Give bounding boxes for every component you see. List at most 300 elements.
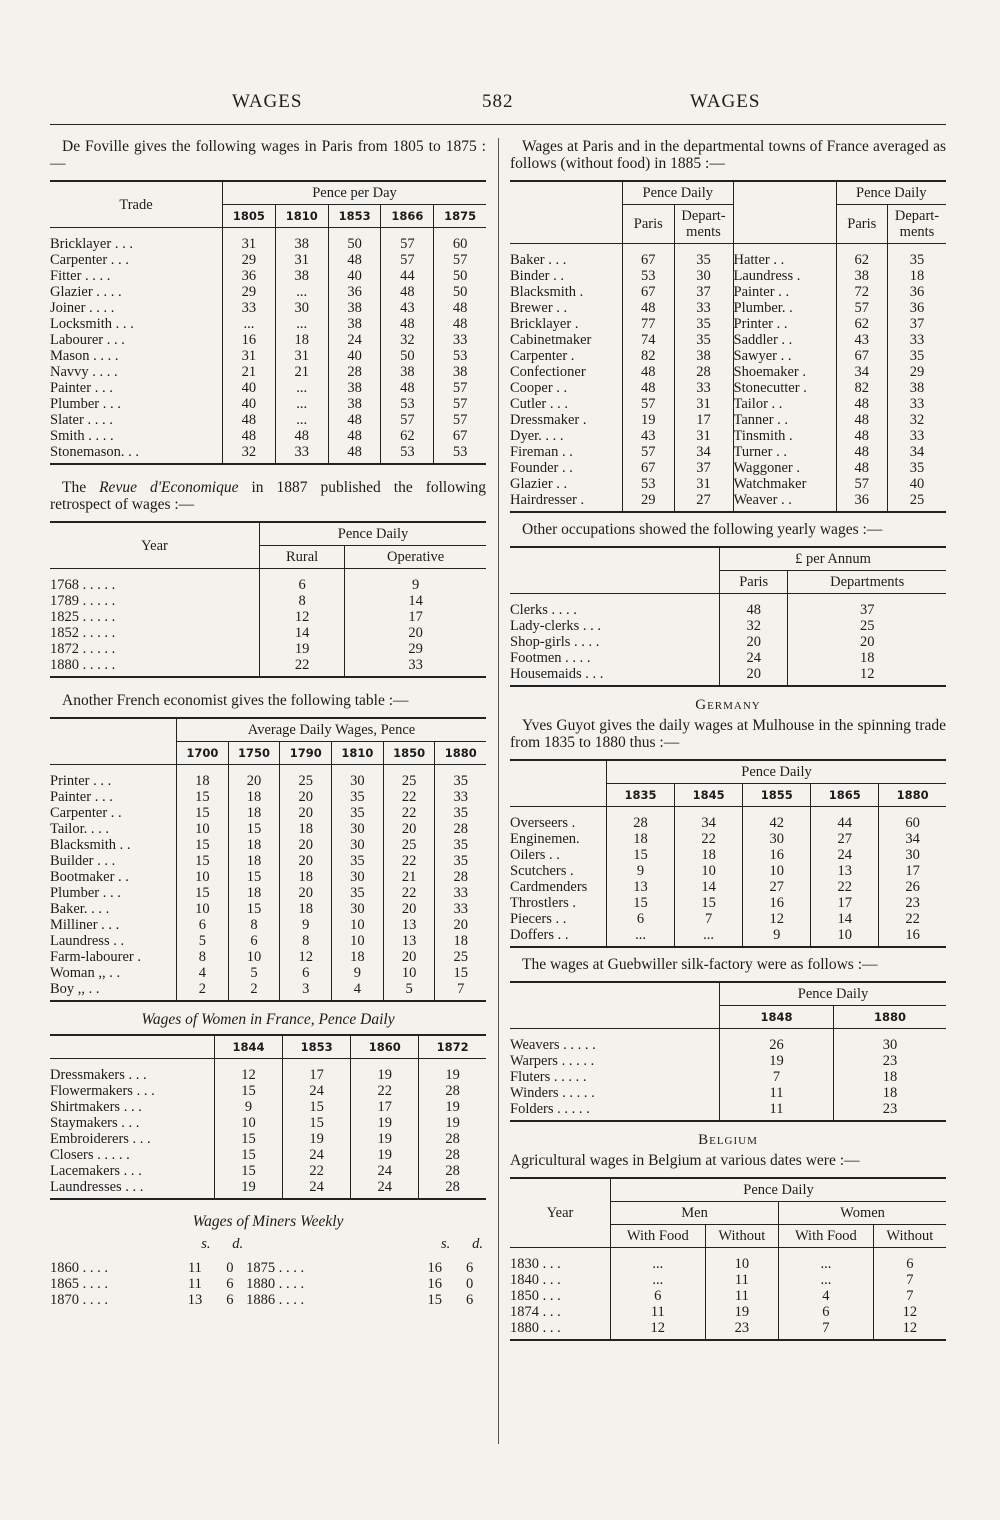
wage-value: 9 [280, 917, 332, 933]
wage-value: 44 [811, 807, 879, 832]
year-header: 1880 [879, 784, 946, 807]
departments-value: 37 [788, 594, 946, 619]
departments-value: 29 [888, 364, 947, 380]
wage-value: 20 [383, 949, 435, 965]
women-header: Women [779, 1202, 946, 1225]
trade-name: Founder . . [510, 460, 573, 476]
table-row [50, 821, 486, 837]
table-row [50, 917, 486, 933]
revue-intro-after: in 1887 published the following retrospect of wages :— [50, 479, 486, 513]
foville-table [50, 180, 486, 465]
paris-value: 67 [836, 348, 888, 364]
wage-value: 60 [434, 228, 486, 253]
wage-value: 9 [607, 863, 675, 879]
wage-value: 7 [675, 911, 743, 927]
blank-header [50, 718, 177, 765]
wage-value: 22 [383, 885, 435, 901]
trade-name: Shoemaker . [733, 364, 836, 380]
wage-value: 34 [879, 831, 946, 847]
wage-value: 19 [419, 1115, 486, 1131]
year-cell: 1789 . . . . . [50, 593, 116, 609]
trade-name: Smith . . . . [50, 428, 114, 444]
departments-value: 35 [888, 348, 947, 364]
wage-value: 17 [879, 863, 946, 879]
wage-value: 35 [435, 853, 486, 869]
departments-value: 34 [888, 444, 947, 460]
trade-name: Saddler . . [733, 332, 836, 348]
year-cell: 1875 . . . . [246, 1260, 305, 1276]
belgium-intro: Agricultural wages in Belgium at various dates were :— [510, 1152, 860, 1169]
departments-value: 35 [888, 244, 947, 269]
wage-value: 6 [228, 933, 280, 949]
wage-value: 11 [720, 1101, 834, 1121]
belgium-heading: Belgium [698, 1132, 758, 1148]
paris-value: 67 [623, 244, 675, 269]
departments-value: 12 [788, 666, 946, 686]
table-row [50, 901, 486, 917]
trade-name: Hairdresser . [510, 492, 585, 508]
wage-value: 48 [328, 428, 381, 444]
table-row [510, 1101, 946, 1121]
wage-value: 20 [280, 789, 332, 805]
guebwiller-intro: The wages at Guebwiller silk-factory were as follows :— [522, 956, 878, 973]
table-row [510, 492, 946, 512]
men-without-food-value: 19 [705, 1304, 779, 1320]
year-cell: 1872 . . . . . [50, 641, 116, 657]
pence-value: 6 [226, 1292, 234, 1308]
wage-value: ... [275, 316, 328, 332]
year-cell: 1850 . . . [510, 1288, 561, 1304]
trade-name: Cutler . . . [510, 396, 568, 412]
wage-value: 18 [228, 853, 280, 869]
year-cell: 1830 . . . [510, 1256, 561, 1272]
pence-value: 6 [466, 1292, 474, 1308]
paris-value: 62 [836, 244, 888, 269]
trade-name: Watchmaker [733, 476, 836, 492]
wage-value: 57 [434, 396, 486, 412]
wage-value: 6 [177, 917, 229, 933]
wage-value: 18 [228, 885, 280, 901]
wage-value: 15 [228, 869, 280, 885]
wage-value: 38 [275, 228, 328, 253]
pence-daily-header: Pence Daily [260, 522, 487, 546]
wage-value: 35 [435, 805, 486, 821]
occupation-name: Housemaids . . . [510, 666, 604, 682]
paris-value: 36 [836, 492, 888, 512]
miners-caption: Wages of Miners Weekly [192, 1213, 344, 1230]
year-header: 1844 [215, 1035, 283, 1059]
table-row [510, 895, 946, 911]
table-row [510, 380, 946, 396]
women-without-food-value: 7 [873, 1272, 946, 1288]
rural-value: 6 [260, 569, 345, 594]
year-col-header: Year [510, 1178, 611, 1248]
paris-value: 48 [623, 300, 675, 316]
departments-value: 18 [888, 268, 947, 284]
wage-value: 38 [434, 364, 486, 380]
table-row [50, 949, 486, 965]
wage-value: 13 [383, 933, 435, 949]
wage-value: 19 [419, 1099, 486, 1115]
men-with-food-value: ... [611, 1272, 706, 1288]
paris-value: 48 [836, 444, 888, 460]
wage-value: 17 [351, 1099, 419, 1115]
year-cell: 1880 . . . . . [50, 657, 116, 673]
pence-value: 6 [226, 1276, 234, 1292]
wage-value: ... [607, 927, 675, 947]
economist-table [50, 717, 486, 1002]
wage-value: 4 [332, 981, 384, 1001]
shillings-unit: s. [440, 1236, 451, 1252]
wage-value: 18 [280, 821, 332, 837]
departments-value: 35 [674, 244, 733, 269]
wage-value: 18 [228, 789, 280, 805]
wage-value: 27 [743, 879, 811, 895]
year-cell: 1852 . . . . . [50, 625, 116, 641]
occupation-name: Winders . . . . . [510, 1085, 595, 1101]
departments-value: 40 [888, 476, 947, 492]
yearly-table [510, 546, 946, 687]
occupation-name: Dressmakers . . . [50, 1067, 147, 1083]
wage-value: 10 [177, 901, 229, 917]
wage-value: 22 [383, 853, 435, 869]
wage-value: 48 [223, 428, 276, 444]
wage-value: 18 [834, 1069, 947, 1085]
wage-value: 10 [383, 965, 435, 981]
wage-value: 32 [223, 444, 276, 464]
wage-value: 10 [215, 1115, 283, 1131]
table-row [510, 1069, 946, 1085]
blank-cell [246, 1236, 416, 1252]
year-header: 1880 [435, 742, 486, 765]
departments-value: 20 [788, 634, 946, 650]
wage-value: 22 [383, 805, 435, 821]
wage-value: 38 [275, 268, 328, 284]
wage-value: 48 [434, 300, 486, 316]
occupation-name: Piecers . . [510, 911, 567, 927]
wage-value: 10 [811, 927, 879, 947]
table-row [510, 300, 946, 316]
occupation-name: Throstlers . [510, 895, 577, 911]
table-row [510, 396, 946, 412]
revue-title: Revue d'Economique [99, 479, 239, 496]
trade-name: Boy ,, . . [50, 981, 100, 997]
wage-value: 28 [435, 821, 486, 837]
departments-value: 35 [674, 316, 733, 332]
table-row [510, 268, 946, 284]
table-row [510, 879, 946, 895]
table-row [50, 396, 486, 412]
departments-header: Departments [788, 571, 946, 594]
year-header: 1850 [383, 742, 435, 765]
paris-value: 57 [836, 300, 888, 316]
wage-value: 5 [228, 965, 280, 981]
wage-value: 16 [879, 927, 946, 947]
blank-header [510, 547, 720, 594]
table-row [510, 348, 946, 364]
table-row [510, 284, 946, 300]
trade-name: Turner . . [733, 444, 836, 460]
wage-value: 30 [332, 821, 384, 837]
wage-value: ... [275, 380, 328, 396]
year-header: 1835 [607, 784, 675, 807]
departments-value: 27 [674, 492, 733, 512]
table-row [510, 911, 946, 927]
wage-value: 31 [275, 348, 328, 364]
wage-value: 32 [381, 332, 434, 348]
women-with-food-value: ... [779, 1272, 874, 1288]
departments-value: 31 [674, 428, 733, 444]
rural-value: 19 [260, 641, 345, 657]
wage-value: 15 [228, 901, 280, 917]
wage-value: 30 [332, 869, 384, 885]
table-row [510, 1053, 946, 1069]
wage-value: 38 [328, 300, 381, 316]
wage-value: 19 [215, 1179, 283, 1199]
trade-name: Weaver . . [733, 492, 836, 512]
wage-value: 33 [435, 789, 486, 805]
wage-value: 22 [283, 1163, 351, 1179]
departments-value: 38 [888, 380, 947, 396]
wage-value: 33 [435, 901, 486, 917]
wage-value: 42 [743, 807, 811, 832]
operative-value: 17 [345, 609, 486, 625]
trade-name: Locksmith . . . [50, 316, 134, 332]
paris-value: 19 [623, 412, 675, 428]
departments-value: 36 [888, 300, 947, 316]
wage-value: 28 [607, 807, 675, 832]
rural-value: 8 [260, 593, 345, 609]
departments-header: Depart-ments [674, 205, 733, 244]
wage-value: 24 [283, 1179, 351, 1199]
occupation-name: Overseers . [510, 815, 576, 831]
trade-name: Bootmaker . . [50, 869, 129, 885]
wage-value: 2 [177, 981, 229, 1001]
wage-value: 57 [434, 412, 486, 428]
left-column [50, 138, 486, 1311]
yearly-intro: Other occupations showed the following yearly wages :— [522, 521, 883, 538]
wage-value: 15 [435, 965, 486, 981]
wage-value: 48 [381, 316, 434, 332]
wage-value: 22 [811, 879, 879, 895]
trade-name: Milliner . . . [50, 917, 120, 933]
year-header: 1860 [351, 1035, 419, 1059]
wage-value: 30 [834, 1029, 947, 1054]
wage-value: 12 [743, 911, 811, 927]
paris-value: 67 [623, 284, 675, 300]
year-cell: 1874 . . . [510, 1304, 561, 1320]
table-row [50, 789, 486, 805]
pence-daily-header: Pence Daily [607, 760, 947, 784]
pence-per-day-header: Pence per Day [223, 181, 487, 205]
table-row [50, 300, 486, 316]
wage-value: 4 [177, 965, 229, 981]
wage-value: 31 [275, 252, 328, 268]
table-row [50, 364, 486, 380]
trade-name: Bricklayer . [510, 316, 579, 332]
trade-name: Woman ,, . . [50, 965, 121, 981]
wage-value: 48 [381, 380, 434, 396]
occupation-name: Warpers . . . . . [510, 1053, 595, 1069]
wage-value: 50 [434, 284, 486, 300]
women-with-food-value: 7 [779, 1320, 874, 1340]
wage-value: 10 [332, 933, 384, 949]
blank-header [510, 982, 720, 1029]
trade-name: Navvy . . . . [50, 364, 118, 380]
paris-value: 29 [623, 492, 675, 512]
wage-value: 35 [332, 805, 384, 821]
wage-value: 18 [228, 805, 280, 821]
occupation-name: Doffers . . [510, 927, 569, 943]
table-row [50, 228, 486, 253]
wage-value: 19 [351, 1131, 419, 1147]
wage-value: 5 [383, 981, 435, 1001]
wage-value: 44 [381, 268, 434, 284]
trade-name: Laundress . [733, 268, 836, 284]
year-cell: 1860 . . . . [50, 1260, 108, 1276]
table-row [50, 869, 486, 885]
wage-value: 35 [332, 885, 384, 901]
departments-value: 17 [674, 412, 733, 428]
paris-value: 67 [623, 460, 675, 476]
wage-value: 19 [283, 1131, 351, 1147]
pence-daily-header: Pence Daily [623, 181, 734, 205]
wage-value: 67 [434, 428, 486, 444]
wage-value: 23 [879, 895, 946, 911]
table-row [50, 933, 486, 949]
table-row [510, 1248, 946, 1273]
wage-value: 57 [434, 252, 486, 268]
wage-value: 20 [280, 885, 332, 901]
wage-value: 11 [720, 1085, 834, 1101]
trade-name: Farm-labourer . [50, 949, 141, 965]
operative-header: Operative [345, 546, 486, 569]
wage-value: 38 [328, 380, 381, 396]
paris-value: 77 [623, 316, 675, 332]
wage-value: 20 [435, 917, 486, 933]
year-cell: 1865 . . . . [50, 1276, 108, 1292]
wage-value: 24 [351, 1163, 419, 1179]
wage-value: 50 [328, 228, 381, 253]
wage-value: 26 [720, 1029, 834, 1054]
wage-value: 10 [177, 821, 229, 837]
operative-value: 14 [345, 593, 486, 609]
occupation-name: Enginemen. [510, 831, 580, 847]
table-row [50, 885, 486, 901]
trade-name: Tanner . . [733, 412, 836, 428]
occupation-name: Laundresses . . . [50, 1179, 144, 1195]
germany-heading: Germany [695, 697, 761, 713]
table-row [50, 641, 486, 657]
wage-value: 35 [332, 789, 384, 805]
wage-value: 18 [834, 1085, 947, 1101]
trade-name: Plumber. . [733, 300, 836, 316]
wage-value: 24 [283, 1083, 351, 1099]
occupation-name: Oilers . . [510, 847, 560, 863]
departments-value: 30 [674, 268, 733, 284]
wage-value: 30 [743, 831, 811, 847]
blank-header [733, 181, 836, 244]
trade-name: Carpenter . [510, 348, 575, 364]
year-cell: 1880 . . . [510, 1320, 561, 1336]
rural-header: Rural [260, 546, 345, 569]
paris-depts-intro: Wages at Paris and in the departmental towns of France averaged as follows (without food) in 1885 :— [510, 138, 946, 172]
departments-value: 25 [888, 492, 947, 512]
wage-value: 19 [419, 1059, 486, 1084]
wage-value: 15 [283, 1115, 351, 1131]
wage-value: 36 [328, 284, 381, 300]
table-row [510, 831, 946, 847]
table-row [50, 965, 486, 981]
table-row [50, 252, 486, 268]
trade-name: Dyer. . . . [510, 428, 564, 444]
table-row [510, 807, 946, 832]
paris-value: 57 [836, 476, 888, 492]
wage-value: 34 [675, 807, 743, 832]
belgium-table [510, 1177, 946, 1341]
wage-value: 31 [223, 228, 276, 253]
trade-name: Carpenter . . [50, 805, 122, 821]
wage-value: 30 [879, 847, 946, 863]
wage-value: 53 [434, 348, 486, 364]
trade-name: Cooper . . [510, 380, 568, 396]
occupation-name: Footmen . . . . [510, 650, 591, 666]
trade-name: Tailor. . . . [50, 821, 109, 837]
operative-value: 29 [345, 641, 486, 657]
trade-name: Baker. . . . [50, 901, 110, 917]
table-row [50, 609, 486, 625]
occupation-name: Folders . . . . . [510, 1101, 590, 1117]
table-row [50, 1179, 486, 1199]
men-with-food-value: 12 [611, 1320, 706, 1340]
foville-intro: De Foville gives the following wages in Paris from 1805 to 1875 :— [50, 138, 486, 172]
wage-value: 36 [223, 268, 276, 284]
departments-value: 37 [888, 316, 947, 332]
wage-value: 14 [811, 911, 879, 927]
table-row [50, 284, 486, 300]
trade-name: Plumber . . . [50, 885, 121, 901]
wage-value: 29 [223, 284, 276, 300]
wage-value: 20 [383, 901, 435, 917]
year-header: 1700 [177, 742, 229, 765]
paris-value: 62 [836, 316, 888, 332]
wage-value: 19 [351, 1115, 419, 1131]
wage-value: 18 [675, 847, 743, 863]
wage-value: 15 [228, 821, 280, 837]
year-cell: 1870 . . . . [50, 1292, 108, 1308]
table-row [50, 1083, 486, 1099]
table-row [510, 927, 946, 947]
year-header: 1848 [720, 1006, 834, 1029]
year-header: 1853 [283, 1035, 351, 1059]
departments-value: 35 [674, 332, 733, 348]
trade-name: Baker . . . [510, 252, 567, 268]
departments-value: 33 [888, 396, 947, 412]
pence-unit: d. [472, 1236, 483, 1252]
wage-value: 18 [435, 933, 486, 949]
occupation-name: Flowermakers . . . [50, 1083, 155, 1099]
wage-value: 48 [328, 412, 381, 428]
paris-value: 38 [836, 268, 888, 284]
table-row [50, 625, 486, 641]
trade-name: Stonecutter . [733, 380, 836, 396]
wage-value: 28 [419, 1083, 486, 1099]
table-row [510, 1272, 946, 1288]
pence-value: 0 [226, 1260, 234, 1276]
trade-name: Hatter . . [733, 244, 836, 269]
wage-value: 28 [419, 1179, 486, 1199]
men-without-food-value: 10 [705, 1248, 779, 1273]
